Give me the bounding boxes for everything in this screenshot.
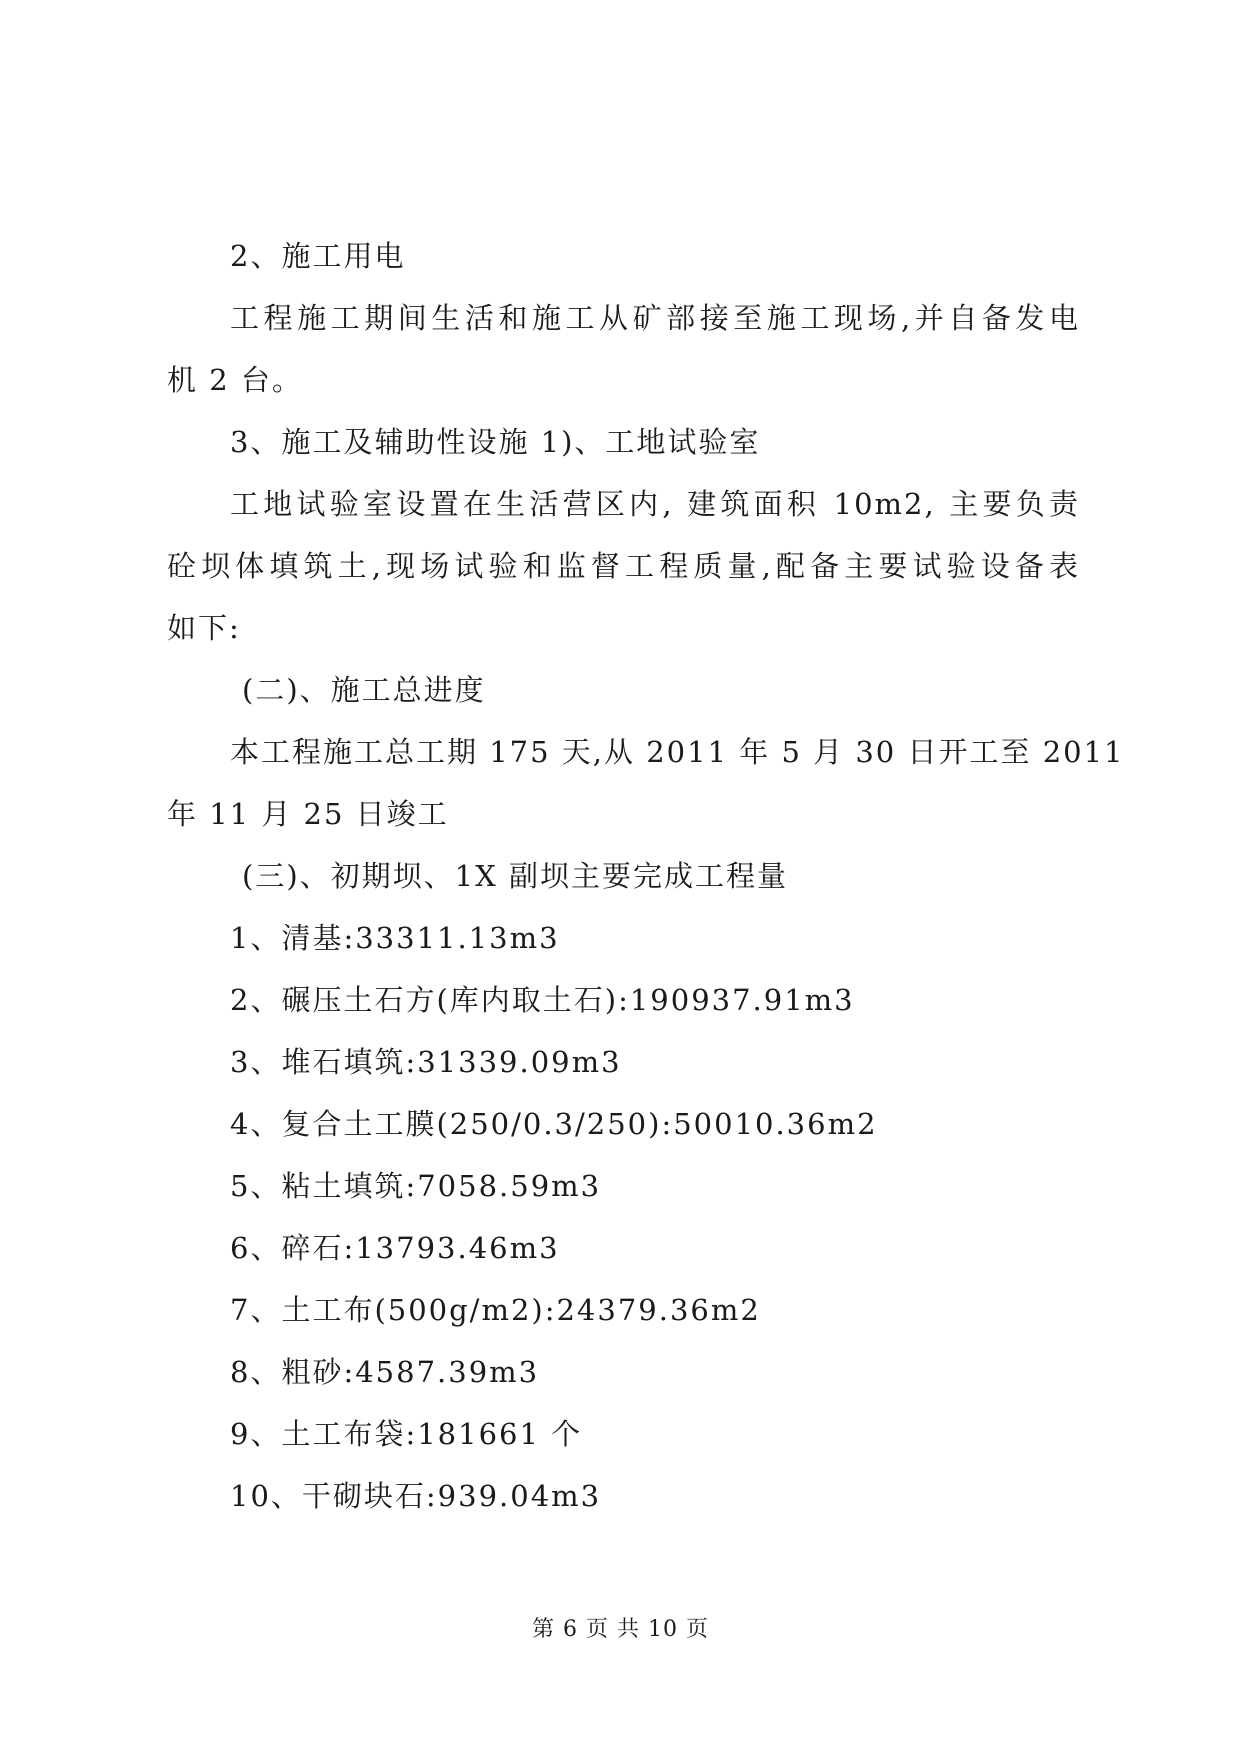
power-paragraph-line-1: 工程施工期间生活和施工从矿部接至施工现场,并自备发电: [230, 301, 1080, 335]
quantities-heading: (三)、初期坝、1X 副坝主要完成工程量: [242, 859, 788, 893]
lab-paragraph-line-3: 如下:: [167, 611, 241, 645]
quantity-item: 10、干砌块石:939.04m3: [230, 1479, 602, 1513]
schedule-heading: (二)、施工总进度: [242, 673, 486, 707]
quantity-item: 6、碎石:13793.46m3: [230, 1231, 560, 1265]
quantity-item: 3、堆石填筑:31339.09m3: [230, 1045, 622, 1079]
power-paragraph-line-2: 机 2 台。: [167, 363, 303, 397]
lab-paragraph-line-1: 工地试验室设置在生活营区内, 建筑面积 10m2, 主要负责: [230, 487, 1080, 521]
section-3-heading: 3、施工及辅助性设施 1)、工地试验室: [230, 425, 761, 459]
quantity-item: 8、粗砂:4587.39m3: [230, 1355, 540, 1389]
quantity-item: 9、土工布袋:181661 个: [230, 1417, 583, 1451]
quantity-item: 1、清基:33311.13m3: [230, 921, 560, 955]
schedule-paragraph-line-2: 年 11 月 25 日竣工: [167, 797, 449, 831]
quantity-item: 7、土工布(500g/m2):24379.36m2: [230, 1293, 761, 1327]
quantity-item: 4、复合土工膜(250/0.3/250):50010.36m2: [230, 1107, 878, 1141]
page-number-footer: 第 6 页 共 10 页: [532, 1617, 709, 1642]
lab-paragraph-line-2: 砼坝体填筑土,现场试验和监督工程质量,配备主要试验设备表: [167, 549, 1080, 583]
quantity-item: 2、碾压土石方(库内取土石):190937.91m3: [230, 983, 855, 1017]
section-2-heading: 2、施工用电: [230, 239, 406, 273]
schedule-paragraph-line-1: 本工程施工总工期 175 天,从 2011 年 5 月 30 日开工至 2011: [230, 735, 1125, 769]
quantity-item: 5、粘土填筑:7058.59m3: [230, 1169, 602, 1203]
